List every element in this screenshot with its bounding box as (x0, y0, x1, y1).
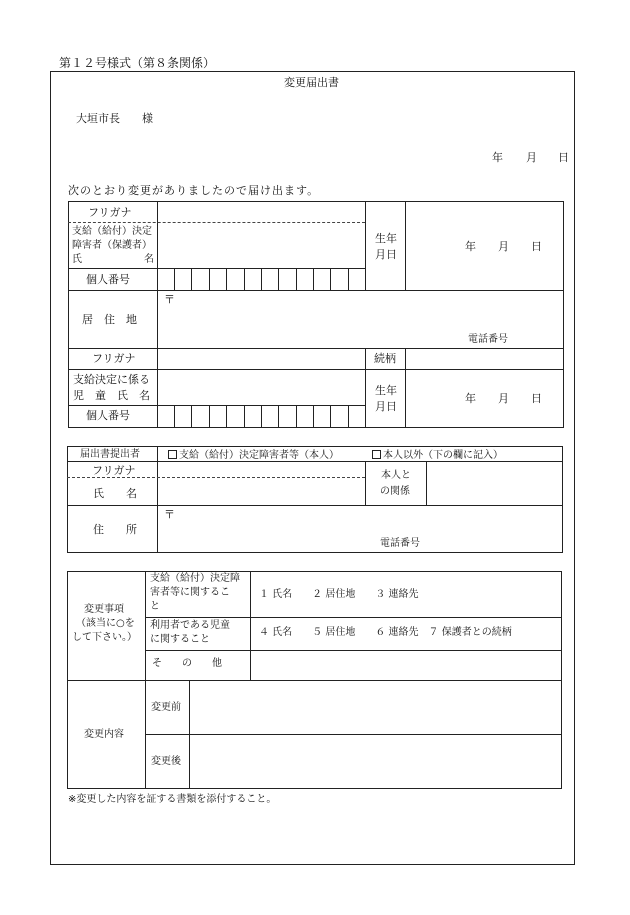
intro-text: 次のとおり変更がありましたので届け出ます。 (68, 184, 320, 197)
applicant-birth-year: 年 (465, 240, 476, 253)
child-birth-year: 年 (465, 392, 476, 405)
checkbox-self[interactable] (168, 450, 177, 459)
applicant-name-label-1: 支給（給付）決定 (72, 226, 152, 237)
submitter-relation-label-2: の関係 (380, 486, 410, 497)
child-birth-label-2: 月日 (375, 400, 397, 413)
applicant-birth-label-2: 月日 (375, 248, 397, 261)
applicant-phone-label: 電話番号 (468, 334, 508, 345)
submitter-address-label: 住 所 (93, 523, 137, 536)
submitter-option-other-text: 本人以外（下の欄に記入） (383, 450, 503, 461)
applicant-name-label-3b: 名 (144, 254, 154, 265)
form-id: 第１２号様式（第８条関係） (59, 56, 216, 70)
row1-label-2: 害者等に関するこ (150, 587, 230, 598)
submitter-table (67, 446, 563, 553)
submitter-label: 届出書提出者 (80, 449, 140, 460)
date-day: 日 (558, 151, 569, 164)
row2-label-2: に関すること (150, 634, 210, 645)
child-birth-label-1: 生年 (375, 384, 397, 397)
change-before-label: 変更前 (151, 702, 181, 713)
row2-label-1: 利用者である児童 (150, 620, 230, 631)
row1-label-3: と (150, 601, 160, 612)
row1-label-1: 支給（給付）決定障 (150, 573, 240, 584)
applicant-postal-mark: 〒 (164, 293, 175, 306)
submitter-option-self[interactable] (168, 450, 339, 461)
row1-options[interactable]: １ 氏名 ２ 居住地 ３ 連絡先 (259, 589, 419, 600)
child-name-label-1: 支給決定に係る (73, 373, 150, 386)
submitter-phone-label: 電話番号 (380, 538, 420, 549)
submitter-relation-label-1: 本人と (381, 470, 411, 481)
date-year: 年 (492, 151, 503, 164)
row2-options[interactable]: ４ 氏名 ５ 居住地 ６ 連絡先 ７ 保護者との続柄 (259, 627, 512, 638)
submitter-option-self-text: 支給（給付）決定障害者等（本人） (179, 450, 339, 461)
change-content-label: 変更内容 (84, 729, 124, 740)
form-title: 変更届出書 (284, 76, 339, 89)
applicant-id-label: 個人番号 (86, 273, 130, 286)
applicant-address-label: 居 住 地 (82, 313, 137, 326)
change-after-label: 変更後 (151, 756, 181, 767)
checkbox-other[interactable] (372, 450, 381, 459)
addressee: 大垣市長 様 (76, 112, 153, 125)
change-items-label-3: して下さい。） (72, 632, 137, 643)
applicant-name-label-3a: 氏 (72, 254, 82, 265)
submitter-option-other[interactable] (372, 450, 503, 461)
submitter-postal-mark: 〒 (164, 508, 175, 521)
child-relation-label: 続柄 (374, 352, 396, 365)
change-items-label-2: （該当に○を (76, 618, 135, 629)
footnote: ※変更した内容を証する書類を添付すること。 (68, 794, 277, 805)
applicant-birth-label-1: 生年 (375, 232, 397, 245)
child-birth-month: 月 (498, 392, 509, 405)
applicant-name-label-2: 障害者（保護者） (72, 240, 152, 251)
applicant-furigana-label: フリガナ (88, 206, 132, 219)
child-birth-day: 日 (531, 392, 542, 405)
submitter-furigana-label: フリガナ (92, 464, 136, 477)
submitter-name-label: 氏 名 (93, 487, 137, 500)
change-items-label-1: 変更事項 (84, 604, 124, 615)
row3-label: そ の 他 (152, 658, 222, 669)
child-id-label: 個人番号 (86, 409, 130, 422)
child-furigana-label: フリガナ (92, 352, 136, 365)
applicant-birth-month: 月 (498, 240, 509, 253)
child-name-label-2: 児 童 氏 名 (73, 389, 150, 402)
date-month: 月 (526, 151, 537, 164)
applicant-birth-day: 日 (531, 240, 542, 253)
